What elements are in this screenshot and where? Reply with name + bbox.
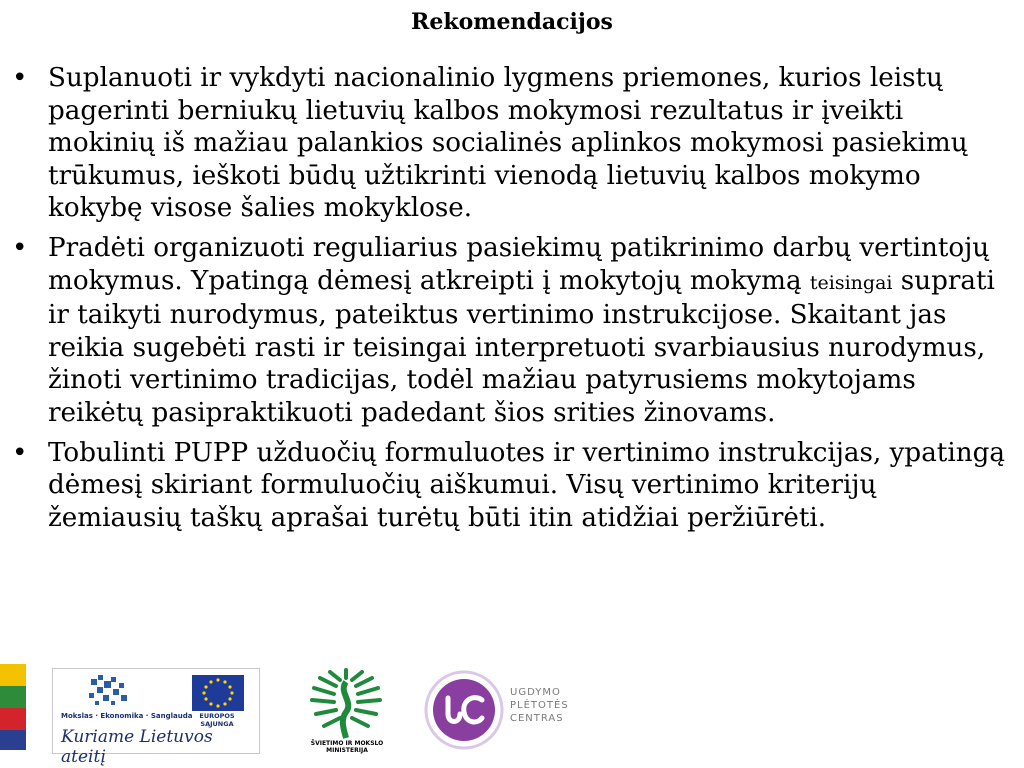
eu-caption: EUROPOS SĄJUNGA [199, 712, 235, 728]
esf-logo [52, 668, 260, 767]
upc-line: CENTRAS [510, 713, 564, 724]
bullet-text-part: suprati ir taikyti nurodymus, pateiktus vertinimo instrukcijose. Skaitant jas reikia sugebėti rasti ir teisingai interpretuoti svarbiausius nurodymus, žinoti vertinimo tradicijas, todėl mažiau patyrusiems mokytojams reikėtų pasipraktikuoti padedant šios srities žinovams. [48, 265, 995, 428]
bullet-marker: • [12, 63, 28, 93]
list-item [8, 437, 1018, 535]
bullet-text-part: Pradėti organizuoti reguliarius pasiekimų patikrinimo darbų vertintojų mokymus. Ypatingą dėmesį atkreipti į mokytojų mokymą [48, 232, 990, 296]
list-item [8, 62, 1018, 225]
bullet-marker: • [12, 437, 28, 468]
upc-logo-text [510, 686, 569, 725]
recommendation-list [8, 62, 1018, 541]
ministry-caption: ŠVIETIMO IR MOKSLO MINISTERIJA [310, 740, 384, 754]
slide-title: Rekomendacijos [411, 9, 613, 35]
upc-line: PLĖTOTĖS [510, 700, 569, 711]
upc-logo-icon [424, 670, 504, 750]
footer-logos [0, 660, 1024, 768]
esf-slogan: Kuriame Lietuvos ateitį [61, 727, 213, 767]
bullet-marker: • [12, 232, 28, 263]
ministry-logo-icon [300, 668, 392, 740]
upc-line: UGDYMO [510, 687, 561, 698]
bullet-text-small: teisingai [809, 271, 893, 294]
bullet-text: Tobulinti PUPP užduočių formuluotes ir vertinimo instrukcijas, ypatingą dėmesį skiriant formuluočių aiškumui. Visų vertinimo kriterijų žemiausių taškų aprašai turėtų būti itin atidžiai peržiūrėti. [48, 437, 1005, 533]
esf-caption: Mokslas · Ekonomika · Sanglauda [61, 712, 193, 720]
list-item [8, 232, 1018, 430]
bullet-text: Suplanuoti ir vykdyti nacionalinio lygmens priemones, kurios leistų pagerinti berniukų lietuvių kalbos mokymosi rezultatus ir įveikti mokinių iš mažiau palankios socialinės aplinkos mokymosi pasiekimų trūkumus, ieškoti būdų užtikrinti vienodą lietuvių kalbos mokymo kokybę visose šalies mokyklose. [48, 63, 968, 224]
